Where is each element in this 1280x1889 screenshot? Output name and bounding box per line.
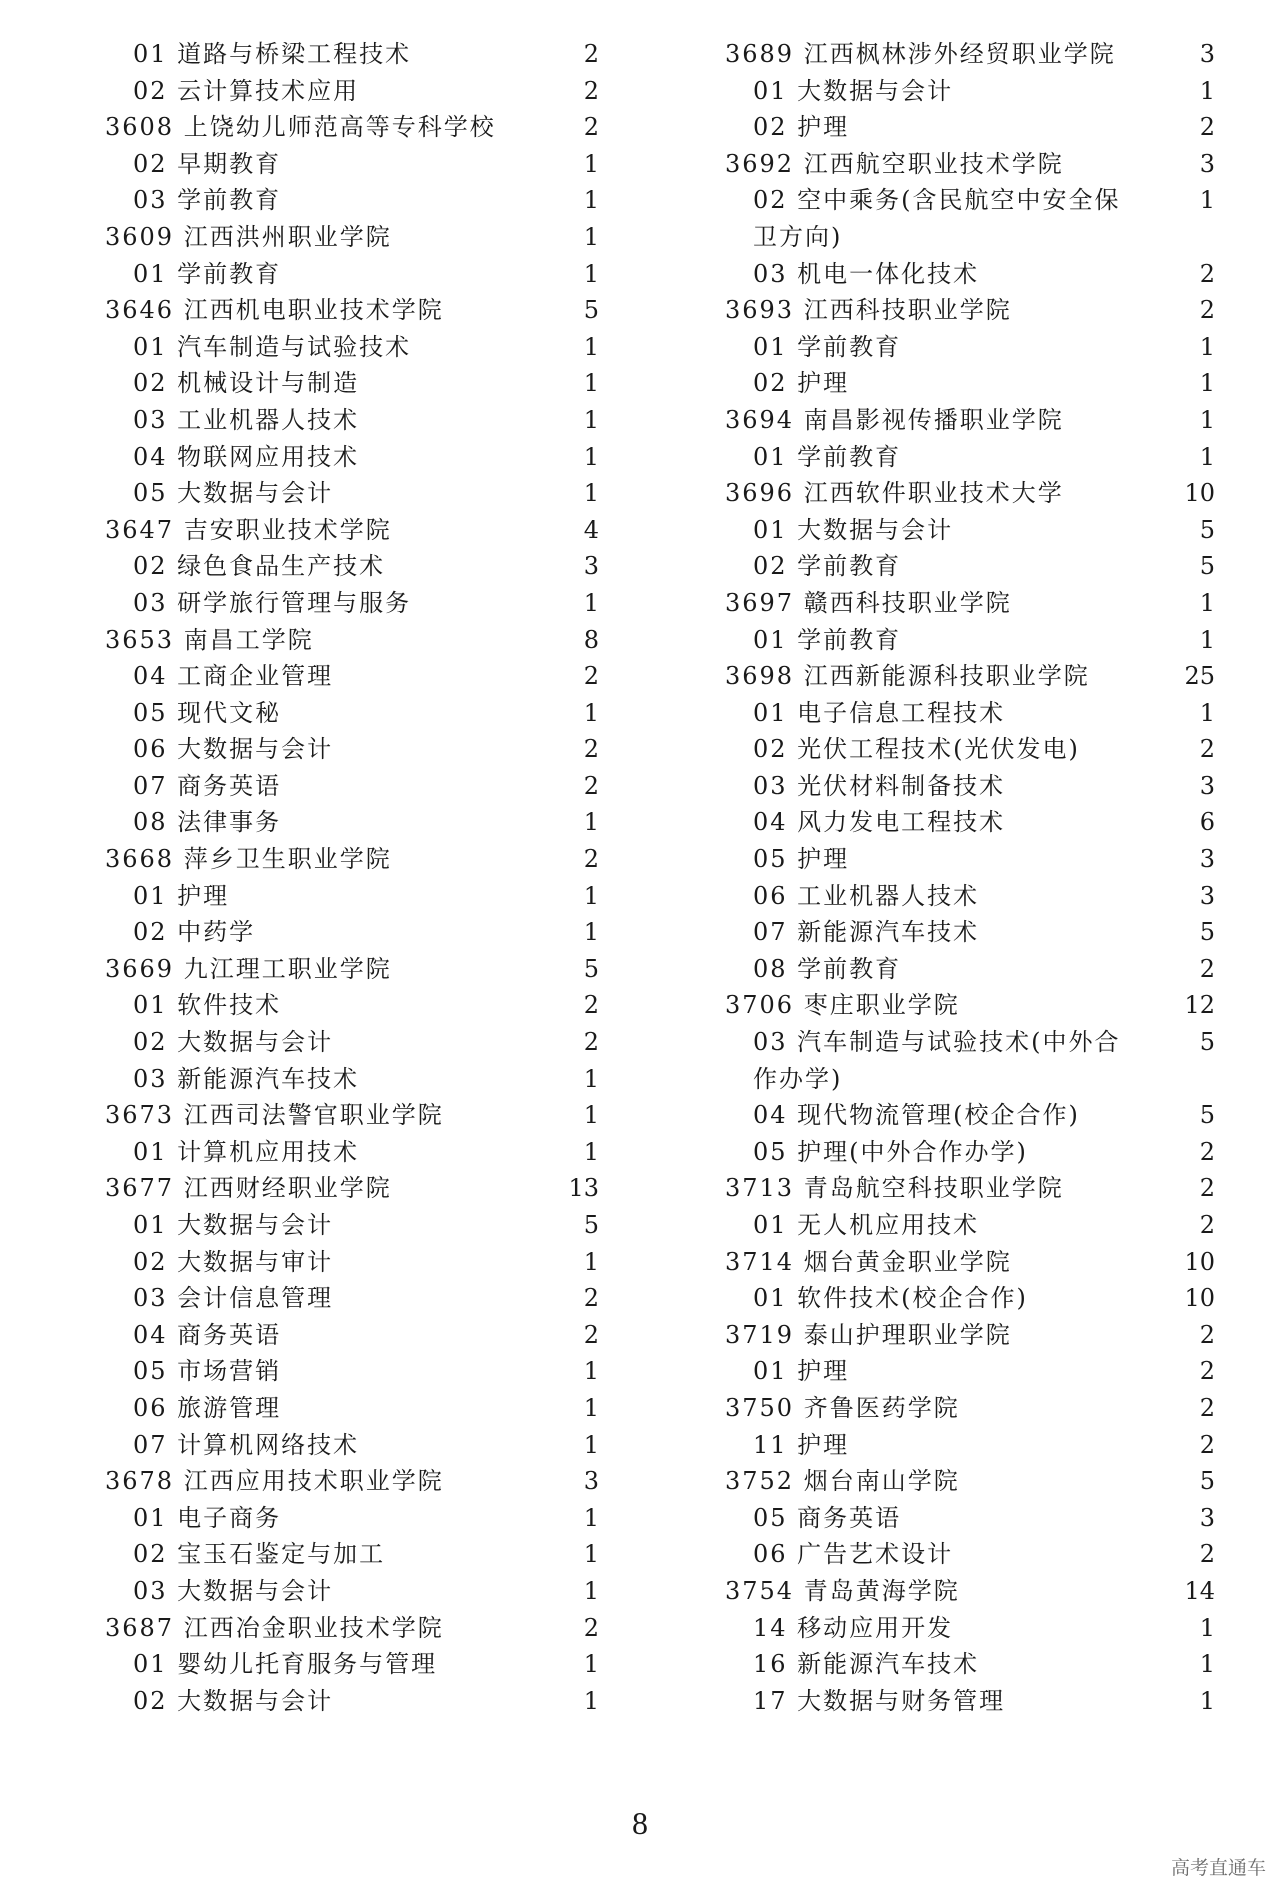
institution-row (105, 951, 599, 988)
quota-count: 1 (1199, 76, 1215, 105)
major-row (725, 622, 1215, 659)
institution-row (105, 219, 599, 256)
major-name: 03 会计信息管理 (133, 1284, 334, 1313)
major-row (105, 585, 599, 622)
major-row (105, 1134, 599, 1171)
major-row (105, 1427, 599, 1464)
major-name: 01 大数据与会计 (133, 1211, 334, 1239)
quota-count: 1 (583, 588, 599, 617)
institution-name: 3677 江西财经职业学院 (105, 1174, 392, 1203)
institution-row (725, 1390, 1215, 1427)
major-name: 02 光伏工程技术(光伏发电) (753, 735, 1080, 764)
major-row (725, 951, 1215, 988)
major-row (725, 1683, 1215, 1720)
quota-count: 5 (1199, 515, 1215, 544)
institution-name: 3694 南昌影视传播职业学院 (725, 405, 1064, 434)
quota-count: 5 (583, 954, 599, 983)
institution-name: 3608 上饶幼儿师范高等专科学校 (105, 113, 496, 142)
major-row (105, 1390, 599, 1427)
institution-name: 3646 江西机电职业技术学院 (105, 296, 444, 325)
major-name: 03 新能源汽车技术 (133, 1064, 360, 1093)
major-name: 01 电子商务 (133, 1503, 282, 1532)
quota-count: 2 (583, 1320, 599, 1349)
institution-name: 3689 江西枫林涉外经贸职业学院 (725, 40, 1116, 68)
major-row (725, 1097, 1215, 1134)
quota-count: 1 (583, 149, 599, 178)
quota-count: 6 (1199, 808, 1215, 837)
institution-name: 3653 南昌工学院 (105, 625, 314, 654)
quota-count: 1 (583, 479, 599, 508)
institution-row (105, 622, 599, 659)
major-row (105, 329, 599, 366)
institution-name: 3609 江西洪州职业学院 (105, 222, 392, 251)
quota-count: 8 (583, 625, 599, 654)
major-name: 03 光伏材料制备技术 (753, 771, 1006, 800)
major-name: 04 商务英语 (133, 1320, 282, 1349)
major-name: 01 软件技术 (133, 991, 282, 1020)
major-name: 03 大数据与会计 (133, 1576, 334, 1605)
quota-count: 1 (583, 698, 599, 727)
institution-row (105, 1463, 599, 1500)
quota-count: 2 (1199, 259, 1215, 288)
major-name: 05 大数据与会计 (133, 479, 334, 508)
major-name: 11 护理 (753, 1430, 850, 1459)
quota-count: 2 (1199, 296, 1215, 325)
quota-count: 5 (1199, 1101, 1215, 1130)
major-row (725, 841, 1215, 878)
quota-count: 2 (1199, 1320, 1215, 1349)
quota-count: 2 (583, 1028, 599, 1057)
major-row (105, 1536, 599, 1573)
major-row (105, 73, 599, 110)
quota-count: 2 (1199, 1174, 1215, 1203)
quota-count: 2 (1199, 1357, 1215, 1386)
major-row (725, 256, 1215, 293)
major-name: 04 工商企业管理 (133, 662, 334, 691)
major-row (725, 548, 1215, 585)
major-name: 06 旅游管理 (133, 1393, 282, 1422)
major-name: 03 研学旅行管理与服务 (133, 588, 412, 617)
quota-count: 3 (583, 1467, 599, 1496)
quota-count: 1 (583, 332, 599, 361)
major-row (725, 768, 1215, 805)
major-row (105, 768, 599, 805)
quota-count: 1 (583, 442, 599, 471)
institution-name: 3706 枣庄职业学院 (725, 991, 960, 1020)
major-row (105, 658, 599, 695)
major-name: 06 广告艺术设计 (753, 1540, 954, 1569)
major-row (725, 1353, 1215, 1390)
major-name: 01 道路与桥梁工程技术 (133, 40, 412, 68)
major-row (105, 439, 599, 476)
major-row (105, 146, 599, 183)
institution-name: 3754 青岛黄海学院 (725, 1576, 960, 1605)
quota-count: 25 (1184, 662, 1215, 691)
major-row (105, 1646, 599, 1683)
quota-count: 3 (1199, 771, 1215, 800)
quota-count: 1 (583, 1576, 599, 1605)
major-name: 01 护理 (133, 881, 230, 910)
quota-count: 1 (1199, 369, 1215, 398)
institution-name: 3692 江西航空职业技术学院 (725, 149, 1064, 178)
major-name: 01 无人机应用技术 (753, 1211, 980, 1239)
quota-count: 1 (1199, 625, 1215, 654)
institution-name: 3698 江西新能源科技职业学院 (725, 662, 1090, 691)
quota-count: 3 (1199, 845, 1215, 874)
quota-count: 12 (1184, 991, 1215, 1020)
quota-count: 1 (583, 1430, 599, 1459)
major-name: 02 中药学 (133, 918, 256, 947)
major-name: 08 学前教育 (753, 954, 902, 983)
institution-name: 3687 江西冶金职业技术学院 (105, 1613, 444, 1642)
major-name: 02 大数据与会计 (133, 1028, 334, 1057)
major-row (725, 329, 1215, 366)
institution-name: 3714 烟台黄金职业学院 (725, 1247, 1012, 1276)
quota-count: 3 (583, 552, 599, 581)
quota-count: 1 (1199, 186, 1215, 215)
quota-count: 4 (583, 515, 599, 544)
major-name: 01 学前教育 (133, 259, 282, 288)
institution-row (105, 1610, 599, 1647)
quota-count: 2 (1199, 1540, 1215, 1569)
major-name: 04 风力发电工程技术 (753, 808, 1006, 837)
major-name: 01 学前教育 (753, 625, 902, 654)
major-row (105, 1280, 599, 1317)
quota-count: 1 (583, 369, 599, 398)
quota-count: 2 (583, 76, 599, 105)
major-row (725, 365, 1215, 402)
quota-count: 2 (583, 1613, 599, 1642)
major-name: 17 大数据与财务管理 (753, 1686, 1006, 1715)
institution-name: 3696 江西软件职业技术大学 (725, 479, 1064, 508)
quota-count: 5 (1199, 552, 1215, 581)
major-row (105, 804, 599, 841)
quota-count: 1 (583, 1357, 599, 1386)
major-name: 02 大数据与审计 (133, 1247, 334, 1276)
major-name: 01 学前教育 (753, 332, 902, 361)
quota-count: 2 (583, 1284, 599, 1313)
quota-count: 1 (583, 1650, 599, 1679)
quota-count: 10 (1184, 1247, 1215, 1276)
institution-row (725, 475, 1215, 512)
major-row (725, 73, 1215, 110)
major-row (725, 804, 1215, 841)
major-row (725, 439, 1215, 476)
quota-count: 1 (1199, 405, 1215, 434)
institution-name: 3669 九江理工职业学院 (105, 954, 392, 983)
quota-count: 1 (583, 1247, 599, 1276)
major-row (105, 1353, 599, 1390)
institution-row (105, 1097, 599, 1134)
major-name: 02 宝玉石鉴定与加工 (133, 1540, 386, 1569)
institution-name: 3668 萍乡卫生职业学院 (105, 845, 392, 874)
quota-count: 1 (583, 1503, 599, 1532)
major-name: 06 大数据与会计 (133, 735, 334, 764)
major-row (725, 695, 1215, 732)
major-row (105, 402, 599, 439)
major-row (105, 914, 599, 951)
major-name: 14 移动应用开发 (753, 1613, 954, 1642)
quota-count: 1 (583, 222, 599, 251)
major-row (105, 365, 599, 402)
quota-count: 2 (1199, 1393, 1215, 1422)
major-row (105, 878, 599, 915)
institution-row (725, 1573, 1215, 1610)
major-name: 01 大数据与会计 (753, 76, 954, 105)
major-row (105, 1683, 599, 1720)
quota-count: 2 (583, 662, 599, 691)
quota-count: 2 (1199, 735, 1215, 764)
institution-row (725, 36, 1215, 73)
major-row (725, 731, 1215, 768)
major-name: 02 机械设计与制造 (133, 369, 360, 398)
quota-count: 3 (1199, 1503, 1215, 1532)
major-name: 05 商务英语 (753, 1503, 902, 1532)
major-row (725, 1500, 1215, 1537)
major-row (725, 1610, 1215, 1647)
quota-count: 10 (1184, 1284, 1215, 1313)
quota-count: 1 (583, 405, 599, 434)
major-name: 02 早期教育 (133, 149, 282, 178)
institution-row (725, 402, 1215, 439)
institution-row (725, 292, 1215, 329)
major-name: 05 现代文秘 (133, 698, 282, 727)
institution-row (105, 512, 599, 549)
right-column (725, 36, 1215, 1719)
major-name: 01 婴幼儿托育服务与管理 (133, 1650, 438, 1679)
major-name: 01 计算机应用技术 (133, 1137, 360, 1166)
major-row (105, 1061, 599, 1098)
quota-count: 1 (583, 186, 599, 215)
major-row (105, 36, 599, 73)
quota-count: 2 (1199, 1430, 1215, 1459)
quota-count: 1 (583, 1686, 599, 1715)
major-row (725, 1427, 1215, 1464)
page-number: 8 (632, 1805, 648, 1841)
major-row (725, 109, 1215, 146)
quota-count: 2 (583, 991, 599, 1020)
major-row (105, 1500, 599, 1537)
quota-count: 5 (1199, 1467, 1215, 1496)
major-row (105, 731, 599, 768)
institution-row (725, 146, 1215, 183)
quota-count: 13 (568, 1174, 599, 1203)
major-row (725, 512, 1215, 549)
institution-row (725, 1170, 1215, 1207)
major-name: 01 护理 (753, 1357, 850, 1386)
major-name: 16 新能源汽车技术 (753, 1650, 980, 1679)
quota-count: 5 (583, 1211, 599, 1239)
quota-count: 1 (583, 259, 599, 288)
major-name: 05 护理 (753, 845, 850, 874)
left-column (105, 36, 599, 1719)
major-row (105, 1024, 599, 1061)
major-row (725, 1134, 1215, 1171)
institution-name: 3713 青岛航空科技职业学院 (725, 1174, 1064, 1203)
institution-row (105, 841, 599, 878)
major-row (725, 878, 1215, 915)
major-name: 02 护理 (753, 369, 850, 398)
major-name: 02 护理 (753, 113, 850, 142)
quota-count: 2 (583, 845, 599, 874)
major-name: 02 绿色食品生产技术 (133, 552, 386, 581)
major-name: 04 物联网应用技术 (133, 442, 360, 471)
major-row (105, 182, 599, 219)
major-row (725, 914, 1215, 951)
institution-name: 3750 齐鲁医药学院 (725, 1393, 960, 1422)
institution-row (725, 1244, 1215, 1281)
major-row (105, 987, 599, 1024)
quota-count: 2 (1199, 1137, 1215, 1166)
quota-count: 1 (1199, 1650, 1215, 1679)
major-name: 02 学前教育 (753, 552, 902, 581)
quota-count: 2 (583, 113, 599, 142)
institution-row (725, 1463, 1215, 1500)
quota-count: 3 (1199, 40, 1215, 68)
quota-count: 5 (1199, 1028, 1215, 1057)
quota-count: 5 (583, 296, 599, 325)
major-name: 04 现代物流管理(校企合作) (753, 1101, 1080, 1130)
quota-count: 1 (583, 918, 599, 947)
institution-row (105, 292, 599, 329)
major-row (105, 475, 599, 512)
major-name: 07 新能源汽车技术 (753, 918, 980, 947)
quota-count: 2 (583, 771, 599, 800)
quota-count: 1 (1199, 698, 1215, 727)
institution-name: 3647 吉安职业技术学院 (105, 515, 392, 544)
quota-count: 1 (1199, 1686, 1215, 1715)
major-row (725, 1207, 1215, 1244)
major-row (105, 548, 599, 585)
major-name: 02 空中乘务(含民航空中安全保卫方向) (753, 186, 1121, 251)
institution-row (725, 658, 1215, 695)
institution-row (725, 585, 1215, 622)
quota-count: 1 (1199, 1613, 1215, 1642)
major-name: 02 云计算技术应用 (133, 76, 360, 105)
institution-row (105, 109, 599, 146)
major-name: 03 工业机器人技术 (133, 405, 360, 434)
quota-count: 1 (1199, 588, 1215, 617)
major-row (105, 1573, 599, 1610)
major-row (105, 1207, 599, 1244)
major-row (725, 1536, 1215, 1573)
quota-count: 1 (583, 1393, 599, 1422)
quota-count: 1 (1199, 442, 1215, 471)
institution-row (105, 1170, 599, 1207)
institution-name: 3719 泰山护理职业学院 (725, 1320, 1012, 1349)
major-name: 03 学前教育 (133, 186, 282, 215)
major-row (725, 182, 1215, 255)
quota-count: 1 (583, 881, 599, 910)
quota-count: 1 (583, 808, 599, 837)
major-name: 01 电子信息工程技术 (753, 698, 1006, 727)
quota-count: 2 (1199, 1211, 1215, 1239)
major-name: 05 护理(中外合作办学) (753, 1137, 1028, 1166)
quota-count: 2 (583, 735, 599, 764)
quota-count: 1 (583, 1101, 599, 1130)
major-name: 08 法律事务 (133, 808, 282, 837)
institution-name: 3697 赣西科技职业学院 (725, 588, 1012, 617)
quota-count: 10 (1184, 479, 1215, 508)
major-name: 03 机电一体化技术 (753, 259, 980, 288)
institution-name: 3693 江西科技职业学院 (725, 296, 1012, 325)
major-row (725, 1646, 1215, 1683)
major-row (725, 1280, 1215, 1317)
quota-count: 2 (1199, 113, 1215, 142)
major-name: 07 计算机网络技术 (133, 1430, 360, 1459)
quota-count: 2 (583, 40, 599, 68)
major-name: 02 大数据与会计 (133, 1686, 334, 1715)
major-row (105, 1317, 599, 1354)
quota-count: 1 (583, 1064, 599, 1093)
major-name: 01 汽车制造与试验技术 (133, 332, 412, 361)
watermark: 高考直通车 (1170, 1857, 1266, 1879)
major-row (725, 1024, 1215, 1097)
institution-name: 3673 江西司法警官职业学院 (105, 1101, 444, 1130)
quota-count: 1 (583, 1540, 599, 1569)
major-row (105, 695, 599, 732)
quota-count: 3 (1199, 149, 1215, 178)
major-name: 01 学前教育 (753, 442, 902, 471)
major-name: 01 软件技术(校企合作) (753, 1284, 1028, 1313)
major-name: 06 工业机器人技术 (753, 881, 980, 910)
quota-count: 2 (1199, 954, 1215, 983)
major-name: 07 商务英语 (133, 771, 282, 800)
quota-count: 3 (1199, 881, 1215, 910)
institution-name: 3678 江西应用技术职业学院 (105, 1467, 444, 1496)
quota-count: 1 (1199, 332, 1215, 361)
quota-count: 14 (1184, 1576, 1215, 1605)
major-name: 03 汽车制造与试验技术(中外合作办学) (753, 1028, 1121, 1093)
institution-name: 3752 烟台南山学院 (725, 1467, 960, 1496)
major-row (105, 256, 599, 293)
quota-count: 5 (1199, 918, 1215, 947)
quota-count: 1 (583, 1137, 599, 1166)
major-row (105, 1244, 599, 1281)
major-name: 01 大数据与会计 (753, 515, 954, 544)
institution-row (725, 987, 1215, 1024)
institution-row (725, 1317, 1215, 1354)
major-name: 05 市场营销 (133, 1357, 282, 1386)
